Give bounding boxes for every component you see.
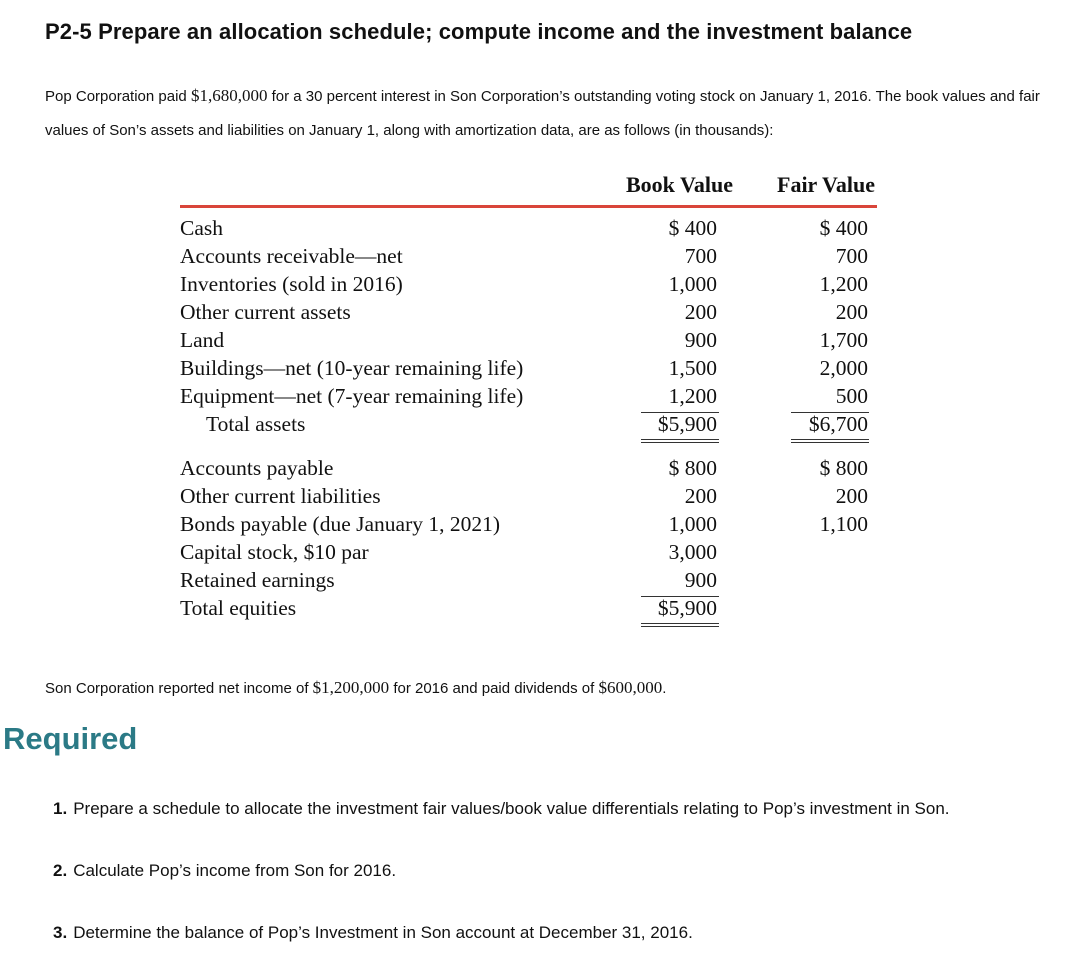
fair-value-cell: 1,700 [819,328,868,352]
row-label: Retained earnings [180,568,335,592]
dividends-amount: $600,000 [598,678,663,697]
fair-value-cell: 700 [835,244,868,268]
problem-intro [45,79,1055,148]
row-label: Accounts payable [180,456,334,480]
fair-value-cell: 200 [835,300,868,324]
row-label: Inventories (sold in 2016) [180,272,403,296]
intro-text-start: Pop Corporation paid [45,88,191,105]
book-value-cell: 1,000 [668,272,717,296]
fair-value-cell: $ 800 [819,456,868,480]
required-item-3 [53,923,693,943]
intro-text-end: for a 30 percent interest in Son Corporation’s outstanding voting stock on January 1, 2016. The book values and fair values of Son’s assets and liabilities on January 1, along with amortization data, are as follows (in thousands): [45,88,1040,139]
fair-value-cell: 1,100 [819,512,868,536]
header-rule [180,205,877,208]
required-heading: Required [3,721,138,756]
note-text: . [662,680,667,697]
book-value-cell: 900 [684,568,717,592]
fair-value-cell: $ 400 [819,216,868,240]
row-label: Capital stock, $10 par [180,540,369,564]
total-equities-book: $5,900 [657,596,717,620]
required-item-1 [53,799,950,819]
item-number: 1. [53,799,68,818]
book-value-cell: 3,000 [668,540,717,564]
fair-value-cell: 2,000 [819,356,868,380]
book-value-cell: 1,500 [668,356,717,380]
fair-value-header: Fair Value [777,172,876,197]
total-assets-label: Total assets [206,412,306,436]
total-double-rule [791,442,869,443]
total-double-rule [791,439,869,440]
row-label: Buildings—net (10-year remaining life) [180,356,524,380]
note-text: for 2016 and paid dividends of [389,680,599,697]
purchase-amount: $1,680,000 [190,86,268,105]
item-text: Calculate Pop’s income from Son for 2016. [73,861,397,880]
total-double-rule [641,626,719,627]
total-double-rule [641,623,719,624]
book-value-cell: 200 [684,484,717,508]
book-value-cell: $ 400 [668,216,717,240]
note-text: Son Corporation reported net income of [45,680,313,697]
fair-value-cell: 1,200 [819,272,868,296]
problem-title: P2-5 Prepare an allocation schedule; compute income and the investment balance [45,19,913,44]
row-label: Cash [180,216,223,240]
total-assets-fair: $6,700 [808,412,868,436]
total-double-rule [641,442,719,443]
row-label: Other current assets [180,300,351,324]
total-double-rule [641,439,719,440]
item-number: 3. [53,923,68,942]
book-value-header: Book Value [626,172,733,197]
row-label: Other current liabilities [180,484,381,508]
row-label: Equipment—net (7-year remaining life) [180,384,524,408]
book-value-cell: 1,000 [668,512,717,536]
item-text: Prepare a schedule to allocate the investment fair values/book value differentials relating to Pop’s investment in Son. [73,799,950,818]
book-fair-value-table [180,172,877,642]
row-label: Land [180,328,225,352]
net-income-amount: $1,200,000 [312,678,390,697]
book-value-cell: 200 [684,300,717,324]
book-value-cell: 1,200 [668,384,717,408]
book-value-cell: $ 800 [668,456,717,480]
fair-value-cell: 200 [835,484,868,508]
item-number: 2. [53,861,68,880]
row-label: Accounts receivable—net [180,244,403,268]
item-text: Determine the balance of Pop’s Investment in Son account at December 31, 2016. [73,923,693,942]
row-label: Bonds payable (due January 1, 2021) [180,512,501,536]
total-equities-label: Total equities [180,596,297,620]
fair-value-cell: 500 [835,384,868,408]
book-value-cell: 700 [684,244,717,268]
total-assets-book: $5,900 [657,412,717,436]
book-value-cell: 900 [684,328,717,352]
income-dividends-note [45,678,666,698]
required-item-2 [53,861,396,881]
